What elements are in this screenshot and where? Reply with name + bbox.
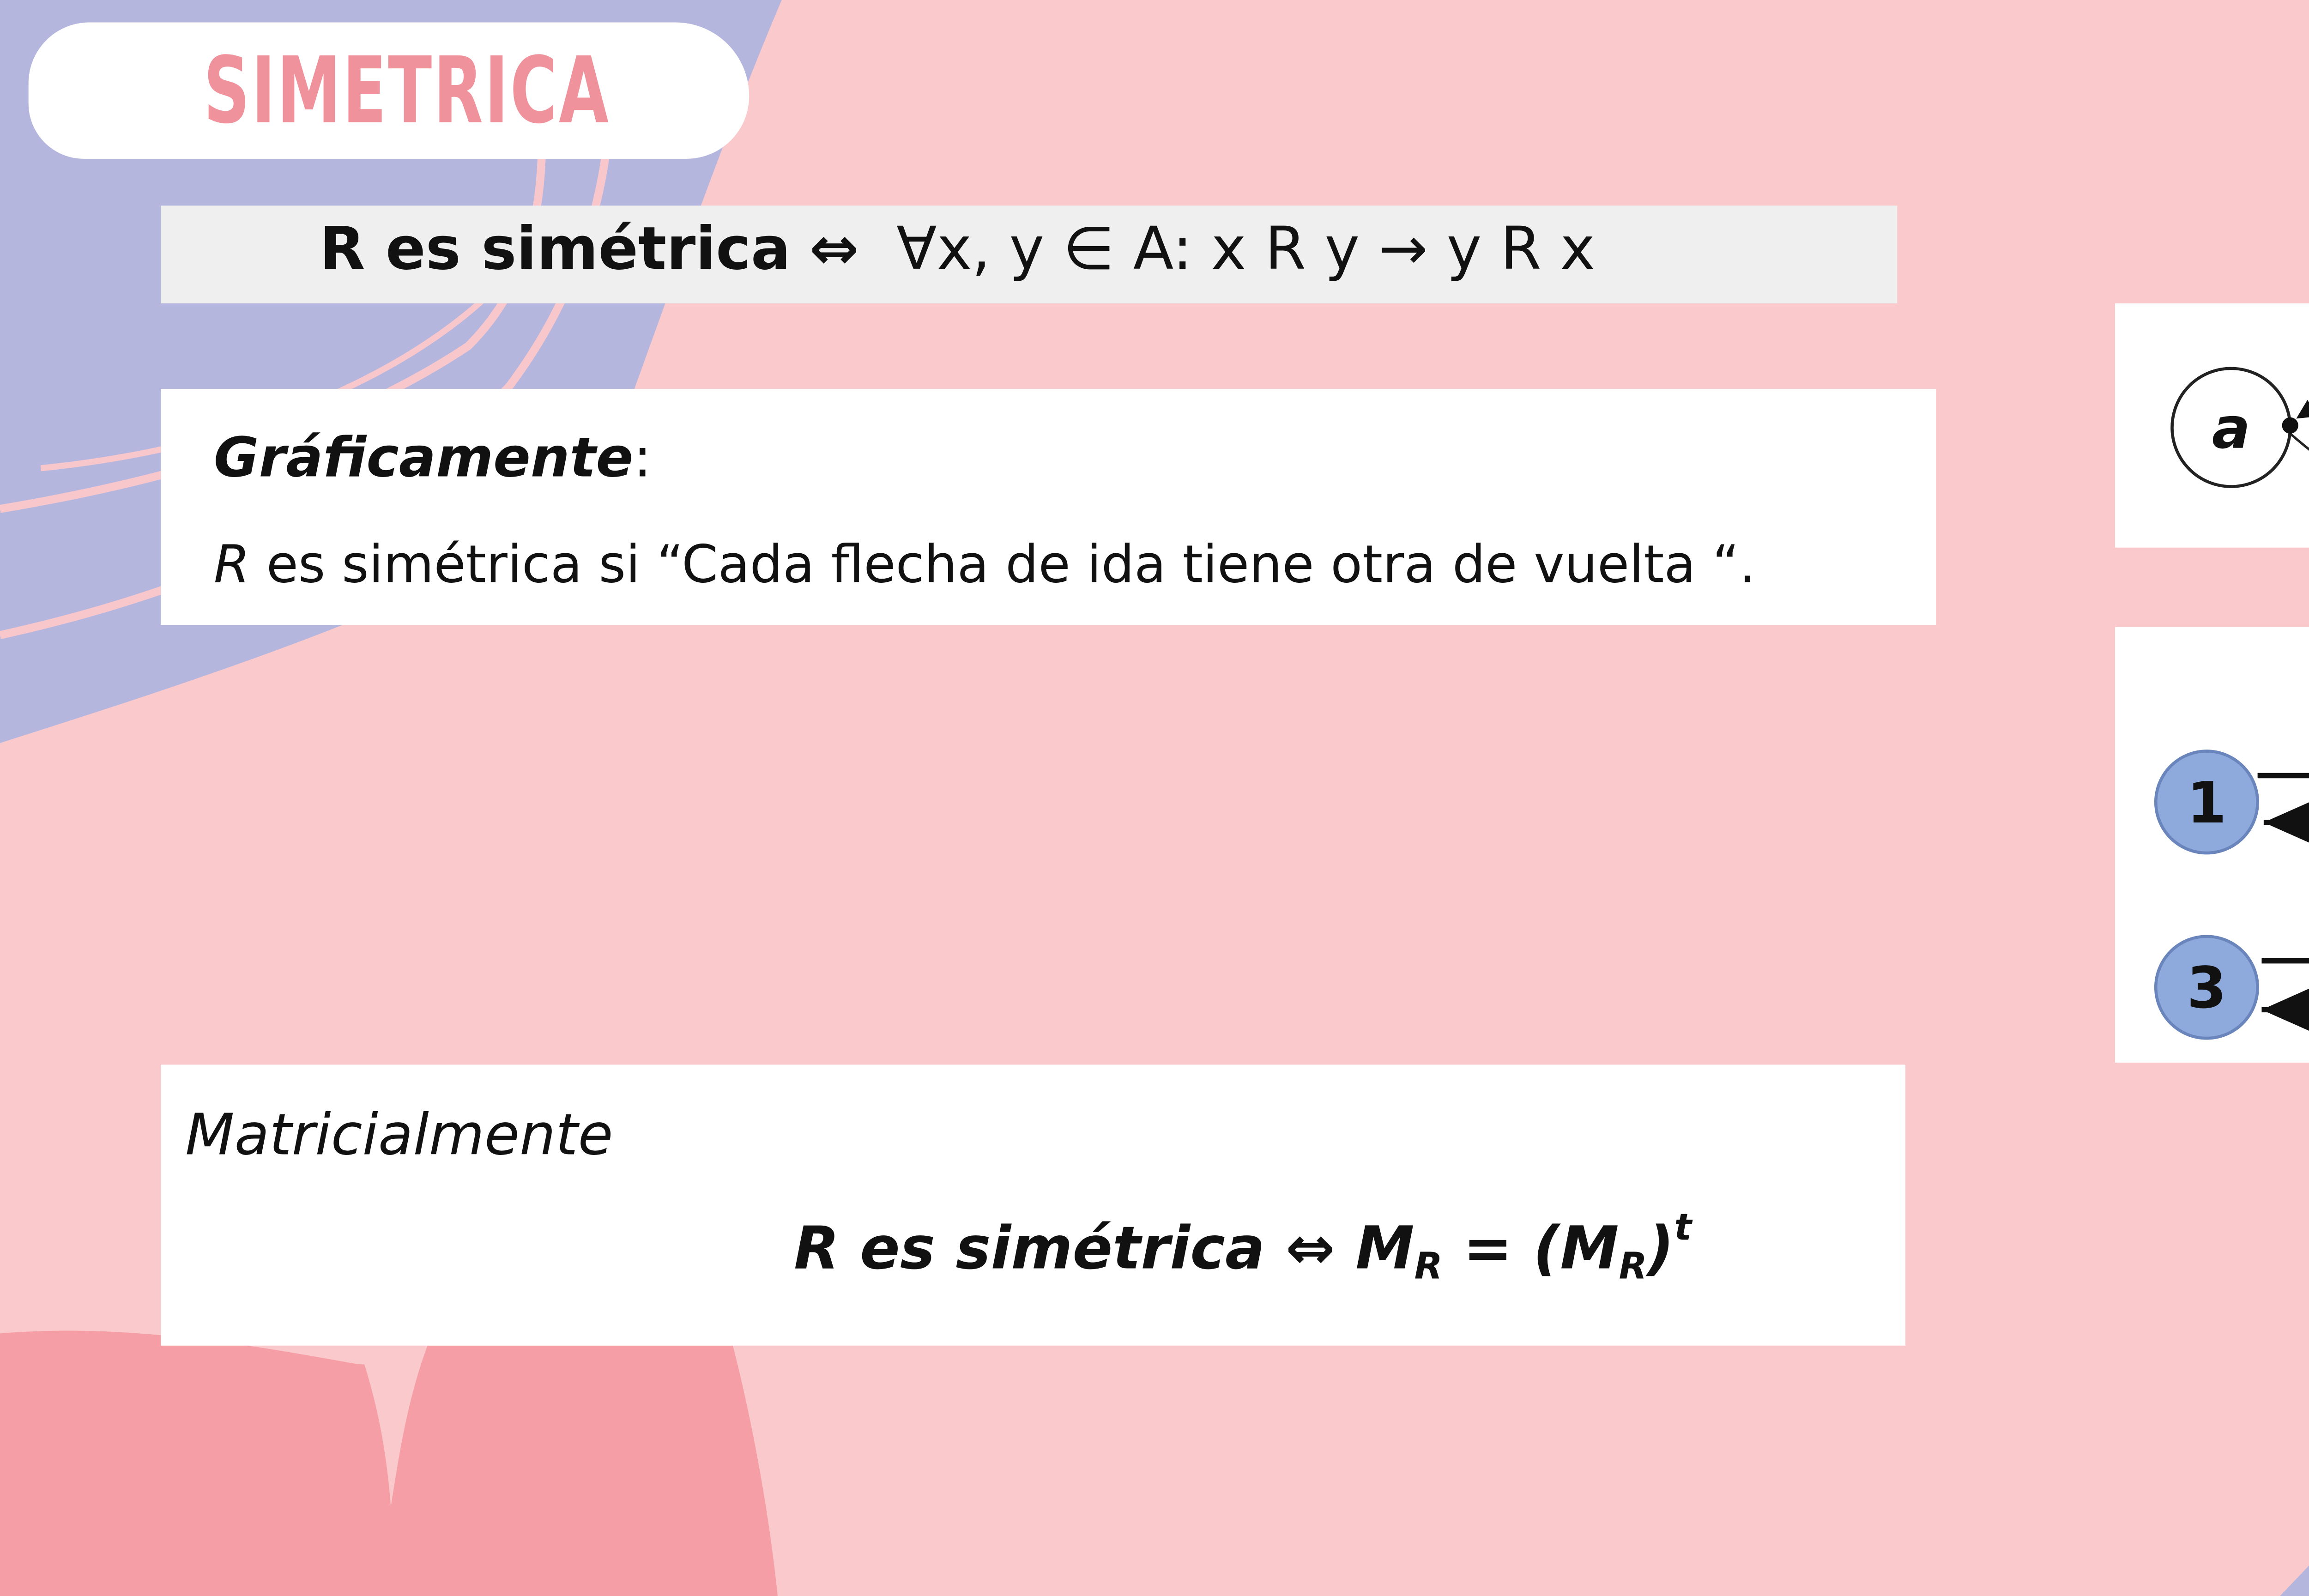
diagram-ab [2115, 303, 2309, 548]
matrix-formula [794, 1207, 1692, 1288]
dot-a [2282, 417, 2298, 434]
matrix-section-box [161, 1064, 1905, 1345]
matrix-heading: Matricialmente [185, 1101, 613, 1169]
graphic-sentence-rest: es simétrica si “Cada flecha de ida tiene otra de vuelta “. [249, 535, 1756, 597]
diagram-1234 [2115, 627, 2309, 1063]
title-badge [29, 22, 749, 158]
node-1-label: 1 [2187, 769, 2227, 836]
matrix-formula-sub1: R [1414, 1245, 1443, 1289]
graphic-heading-colon: : [633, 427, 652, 491]
matrix-formula-sub2: R [1619, 1245, 1647, 1289]
edge-a-to-b [2290, 434, 2309, 520]
definition-iff: ⇔ [809, 213, 859, 283]
definition-lhs: R es simétrica [320, 213, 791, 283]
matrix-formula-lhs: R es simétrica ⇔ M [794, 1213, 1414, 1283]
diagram-ab-graph [2115, 303, 2309, 548]
graphic-sentence-r: R [213, 535, 250, 597]
definition-formula [320, 200, 1595, 297]
diagram-1234-graph [2115, 627, 2309, 1063]
node-a-label: a [2212, 395, 2250, 462]
graphic-heading [214, 428, 652, 491]
graphic-section-box [161, 389, 1936, 625]
slide-title: SIMETRICA [203, 36, 610, 145]
graphic-heading-text: Gráficamente [213, 427, 634, 491]
node-3-label: 3 [2187, 955, 2227, 1022]
matrix-formula-close: ) [1647, 1213, 1674, 1283]
edge-b-to-a [2298, 331, 2309, 419]
definition-rhs: ∀x, y ∈ A: x R y → y R x [896, 213, 1596, 283]
matrix-formula-mid: = (M [1442, 1213, 1619, 1283]
definition-box [161, 206, 1897, 303]
graphic-sentence [214, 535, 1756, 596]
matrix-formula-sup: t [1674, 1207, 1692, 1250]
